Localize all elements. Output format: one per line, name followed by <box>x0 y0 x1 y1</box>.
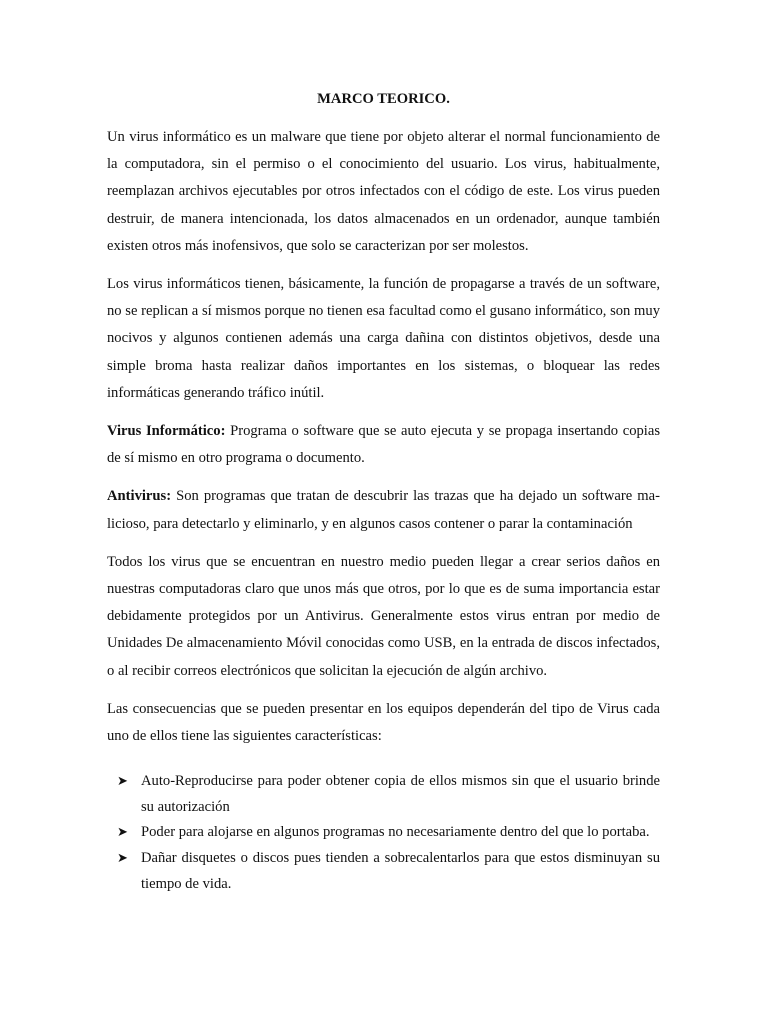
document-title: MARCO TEORICO. <box>317 91 450 107</box>
list-item-text: Auto-Reproducirse para poder obtener copia de ellos mismos sin que el usuario brinde su autorización <box>141 773 660 815</box>
paragraph-propagation: Los virus informáticos tienen, básicamente, la función de propagarse a través de un software, no se replican a sí mismos porque no tienen esa facultad como el gusano informático, son muy nocivos y algunos contienen además una carga dañina con distintos objetivos, desde una simple broma hasta realizar daños importantes en los sistemas, o bloquear las redes informáticas generando tráfico inútil. <box>107 276 660 401</box>
arrow-right-icon: ➤ <box>117 774 128 790</box>
list-item <box>107 769 660 820</box>
list-item-text: Dañar disquetes o discos pues tienden a sobrecalentarlos para que estos disminuyan su tiempo de vida. <box>141 850 660 892</box>
list-item-text: Poder para alojarse en algunos programas no necesariamente dentro del que lo portaba. <box>141 824 650 841</box>
definition-term: Antivirus: <box>107 488 172 505</box>
arrow-right-icon: ➤ <box>117 851 128 867</box>
definition-antivirus <box>107 483 660 537</box>
list-item <box>107 820 660 846</box>
definition-text: Programa o software que se auto ejecuta y se propaga insertando copias de sí mismo en otro programa o documento. <box>107 423 660 467</box>
list-item <box>107 846 660 897</box>
definition-text: Son programas que tratan de descubrir las trazas que ha dejado un software malicioso, para detectarlo y eliminarlo, y en algunos casos contener o parar la contaminación <box>107 488 660 532</box>
definition-virus <box>107 418 660 472</box>
paragraph-intro: Un virus informático es un malware que tiene por objeto alterar el normal funcionamiento de la computadora, sin el permiso o el conocimiento del usuario. Los virus, habitualmente, reemplazan archivos ejecutables por otros infectados con el código de este. Los virus pueden destruir, de manera intencionada, los datos almacenados en un ordenador, aunque también existen otros más inofensivos, que solo se caracterizan por ser molestos. <box>107 129 660 254</box>
paragraph-consequences: Las consecuencias que se pueden presentar en los equipos dependerán del tipo de Virus cada uno de ellos tiene las siguientes características: <box>107 700 660 745</box>
definition-term: Virus Informático: <box>107 423 226 440</box>
characteristics-list <box>107 769 660 897</box>
arrow-right-icon: ➤ <box>117 825 128 841</box>
document-page <box>107 86 660 897</box>
paragraph-damage: Todos los virus que se encuentran en nuestro medio pueden llegar a crear serios daños en nuestras computadoras claro que unos más que otros, por lo que es de suma importancia estar debidamente protegidos por un Antivirus. Generalmente estos virus entran por medio de Unidades De almacenamiento Móvil conocidas como USB, en la entrada de discos infectados, o al recibir correos electrónicos que solicitan la ejecución de algún archivo. <box>107 553 660 679</box>
